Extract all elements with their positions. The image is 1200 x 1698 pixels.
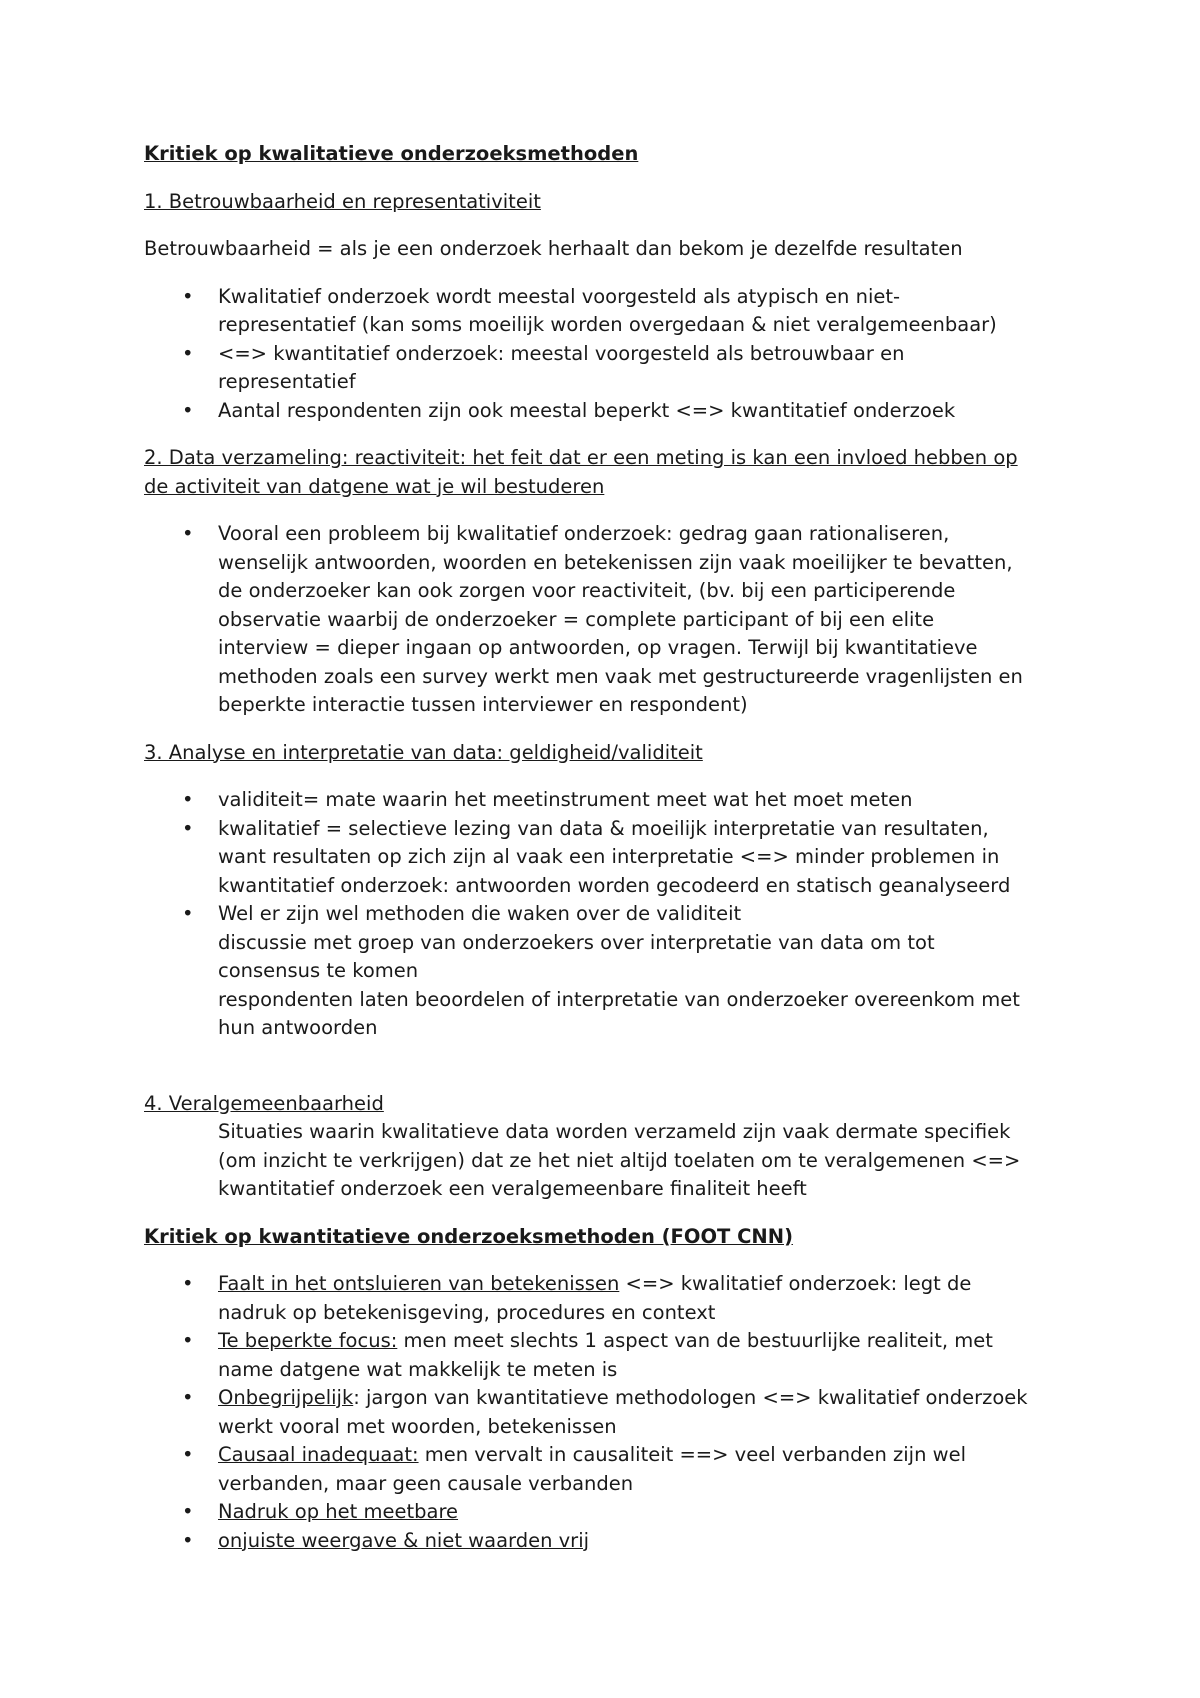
list-item: • Nadruk op het meetbare — [144, 1498, 1074, 1527]
list-item: • Wel er zijn wel methoden die waken over de validiteit discussie met groep van onderzoekers over interpretatie van data om tot consensus te komen respondenten laten beoordelen of interpretatie van onderzoeker overeenkom met hun antwoorden — [182, 902, 1020, 1039]
list-item: • onjuiste weergave & niet waarden vrij — [144, 1527, 1074, 1556]
section-2-list — [144, 520, 1074, 720]
section-1-list — [144, 283, 1074, 426]
bullet-icon: • — [182, 1386, 194, 1409]
list-item: • Aantal respondenten zijn ook meestal beperkt <=> kwantitatief onderzoek — [144, 397, 1074, 426]
definition-betrouwbaarheid: Betrouwbaarheid = als je een onderzoek herhaalt dan bekom je dezelfde resultaten — [144, 237, 963, 260]
bullet-icon: • — [182, 1272, 194, 1295]
section-2-heading: 2. Data verzameling: reactiviteit: het feit dat er een meting is kan een invloed hebben op de activiteit van datgene wat je wil bestuderen — [144, 446, 1018, 498]
bullet-icon: • — [182, 788, 194, 811]
list-item: • <=> kwantitatief onderzoek: meestal voorgesteld als betrouwbaar en representatief — [182, 341, 905, 393]
section-3-list — [144, 786, 1074, 1043]
bullet-icon: • — [182, 1443, 194, 1466]
section-5-list — [144, 1270, 1074, 1555]
section-3-heading: 3. Analyse en interpretatie van data: geldigheid/validiteit — [144, 740, 703, 764]
bullet-icon: • — [182, 1329, 194, 1352]
bullet-icon: • — [182, 398, 194, 422]
blank-line — [144, 1062, 1074, 1090]
section-1-heading: 1. Betrouwbaarheid en representativiteit — [144, 189, 541, 213]
title-kwalitatief: Kritiek op kwalitatieve onderzoeksmethoden — [144, 142, 639, 165]
bullet-icon: • — [182, 816, 194, 840]
bullet-icon: • — [182, 902, 194, 925]
list-item: • Kwalitatief onderzoek wordt meestal voorgesteld als atypisch en niet- representatief (kan soms moeilijk worden overgedaan & niet veralgemeenbaar) — [182, 284, 997, 336]
section-4-paragraph: Situaties waarin kwalitatieve data worden verzameld zijn vaak dermate specifiek (om inzicht te verkrijgen) dat ze het niet altijd toelaten om te veralgemenen <=> kwantitatief onderzoek een veralgemeenbare finaliteit heeft — [218, 1120, 1021, 1200]
document-page — [144, 140, 1074, 1574]
list-item: • Faalt in het ontsluieren van betekenissen <=> kwalitatief onderzoek: legt de nadruk op betekenisgeving, procedures en context — [182, 1272, 972, 1324]
list-item: • Causaal inadequaat: men vervalt in causaliteit ==> veel verbanden zijn wel verbanden, maar geen causale verbanden — [182, 1443, 967, 1495]
list-item: • Te beperkte focus: men meet slechts 1 aspect van de bestuurlijke realiteit, met name datgene wat makkelijk te meten is — [182, 1329, 993, 1381]
bullet-icon: • — [182, 1528, 194, 1552]
bullet-icon: • — [182, 284, 194, 308]
bullet-icon: • — [182, 522, 194, 545]
list-item: • kwalitatief = selectieve lezing van data & moeilijk interpretatie van resultaten, want resultaten op zich zijn al vaak een interpretatie <=> minder problemen in kwantitatief onderzoek: antwoorden worden gecodeerd en statisch geanalyseerd — [182, 816, 1011, 897]
bullet-icon: • — [182, 341, 194, 365]
bullet-icon: • — [182, 1500, 194, 1523]
section-4-heading: 4. Veralgemeenbaarheid — [144, 1091, 384, 1115]
list-item: • Onbegrijpelijk: jargon van kwantitatieve methodologen <=> kwalitatief onderzoek werkt vooral met woorden, betekenissen — [182, 1386, 1028, 1438]
list-item: • Vooral een probleem bij kwalitatief onderzoek: gedrag gaan rationaliseren, wenselijk antwoorden, woorden en betekenissen zijn vaak moeilijker te bevatten, de onderzoeker kan ook zorgen voor reactiviteit, (bv. bij een participerende observatie waarbij de onderzoeker = complete participant of bij een elite interview = dieper ingaan op antwoorden, op vragen. Terwijl bij kwantitatieve methoden zoals een survey werkt men vaak met gestructureerde vragenlijsten en beperkte interactie tussen interviewer en respondent) — [182, 522, 1023, 716]
list-item: • validiteit= mate waarin het meetinstrument meet wat het moet meten — [144, 786, 1074, 815]
title-kwantitatief: Kritiek op kwantitatieve onderzoeksmethoden (FOOT CNN) — [144, 1224, 793, 1248]
